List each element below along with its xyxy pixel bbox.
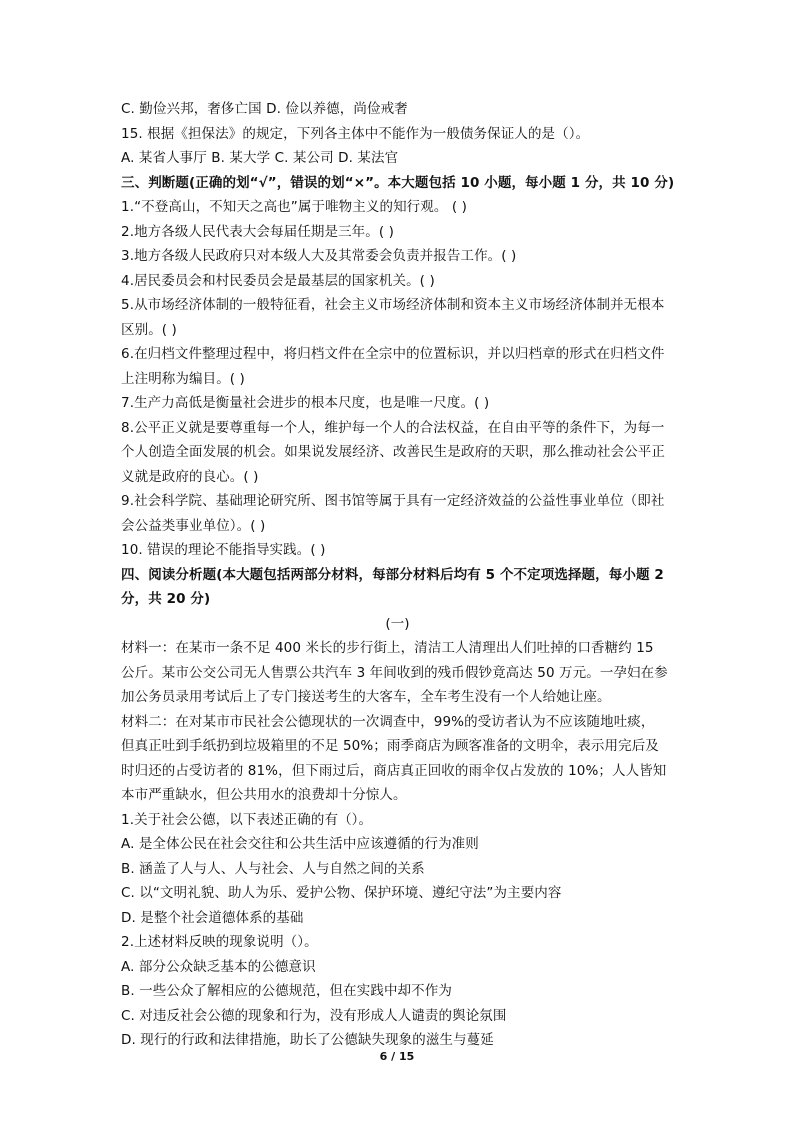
- text-line: D. 是整个社会道德体系的基础: [121, 909, 304, 926]
- text-line: B. 涵盖了人与人、人与社会、人与自然之间的关系: [121, 860, 425, 877]
- text-line: 1.关于社会公德，以下表述正确的有（）。: [121, 811, 373, 828]
- text-line: B. 一些公众了解相应的公德规范，但在实践中却不作为: [121, 983, 452, 999]
- page-number: 6 / 15: [379, 1050, 415, 1063]
- text-line: 时归还的占受访者的 81%，但下雨过后，商店真正回收的雨伞仅占发放的 10%；人人皆知: [121, 762, 667, 779]
- text-line: 1.“不登高山，不知天之高也”属于唯物主义的知行观。 ( ): [121, 199, 467, 215]
- text-line: 8.公平正义就是要尊重每一个人，维护每一个人的合法权益，在自由平等的条件下，为每一: [121, 419, 665, 436]
- text-line: A. 是全体公民在社会交往和公共生活中应该遵循的行为准则: [121, 836, 479, 852]
- text-line: 材料一：在某市一条不足 400 米长的步行街上，清洁工人清理出人们吐掉的口香糖约 15: [121, 640, 654, 656]
- text-line: (一): [385, 615, 410, 632]
- text-line: 本市严重缺水，但公共用水的浪费却十分惊人。: [121, 787, 407, 803]
- text-line: A. 部分公众缺乏基本的公德意识: [121, 958, 316, 975]
- text-line: C. 对违反社会公德的现象和行为，没有形成人人谴责的舆论氛围: [121, 1007, 507, 1024]
- text-line: 四、阅读分析题(本大题包括两部分材料，每部分材料后均有 5 个不定项选择题，每小题 2: [121, 566, 664, 583]
- text-line: 上注明称为编目。( ): [121, 370, 245, 387]
- text-line: 但真正吐到手纸扔到垃圾箱里的不足 50%；雨季商店为顾客准备的文明伞，表示用完后及: [121, 738, 659, 754]
- text-line: 材料二：在对某市市民社会公德现状的一次调查中，99%的受访者认为不应该随地吐痰，: [121, 713, 655, 730]
- text-line: 义就是政府的良心。( ): [121, 468, 259, 485]
- text-line: 15. 根据《担保法》的规定，下列各主体中不能作为一般债务保证人的是（）。: [121, 125, 590, 142]
- document-body: [121, 97, 674, 1053]
- text-line: 10. 错误的理论不能指导实践。( ): [121, 542, 326, 558]
- text-line: A. 某省人事厅 B. 某大学 C. 某公司 D. 某法官: [121, 150, 399, 166]
- text-line: 9.社会科学院、基础理论研究所、图书馆等属于具有一定经济效益的公益性事业单位（即社: [121, 493, 665, 509]
- text-line: 3.地方各级人民政府只对本级人大及其常委会负责并报告工作。( ): [121, 248, 517, 264]
- text-line: C. 勤俭兴邦，奢侈亡国 D. 俭以养德，尚俭戒奢: [121, 101, 408, 117]
- text-line: 分，共 20 分): [121, 591, 211, 607]
- text-line: C. 以“文明礼貌、助人为乐、爱护公物、保护环境、遵纪守法”为主要内容: [121, 885, 562, 901]
- text-line: 区别。( ): [121, 321, 177, 338]
- text-line: 6.在归档文件整理过程中，将归档文件在全宗中的位置标识，并以归档章的形式在归档文件: [121, 346, 665, 362]
- text-line: 三、判断题(正确的划“√”，错误的划“×”。本大题包括 10 小题，每小题 1 分，共 10 分): [121, 174, 675, 191]
- text-line: 7.生产力高低是衡量社会进步的根本尺度，也是唯一尺度。( ): [121, 395, 490, 411]
- text-line: 会公益类事业单位）。( ): [121, 517, 266, 534]
- text-line: 2.上述材料反映的现象说明（）。: [121, 934, 318, 950]
- text-line: 个人创造全面发展的机会。如果说发展经济、改善民生是政府的天职，那么推动社会公平正: [121, 444, 665, 460]
- text-line: 公斤。某市公交公司无人售票公共汽车 3 年间收到的残币假钞竟高达 50 万元。一孕妇在参: [121, 664, 668, 681]
- text-line: 5.从市场经济体制的一般特征看，社会主义市场经济体制和资本主义市场经济体制并无根本: [121, 297, 665, 313]
- text-line: 2.地方各级人民代表大会每届任期是三年。( ): [121, 223, 395, 240]
- text-line: 4.居民委员会和村民委员会是最基层的国家机关。( ): [121, 272, 435, 289]
- text-line: 加公务员录用考试后上了专门接送考生的大客车，全车考生没有一个人给她让座。: [121, 689, 611, 705]
- text-line: D. 现行的行政和法律措施，助长了公德缺失现象的滋生与蔓延: [121, 1032, 494, 1048]
